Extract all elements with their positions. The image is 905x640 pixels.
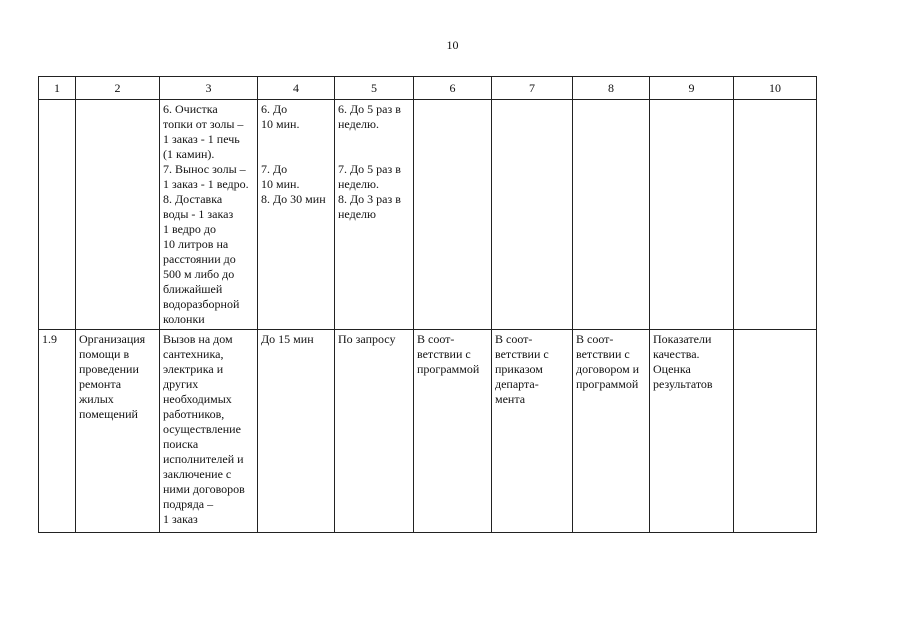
table-cell: Показатели качества. Оценка результатов xyxy=(650,330,734,533)
table-cell: По запросу xyxy=(335,330,414,533)
table-cell: До 15 мин xyxy=(258,330,335,533)
header-cell: 2 xyxy=(76,77,160,100)
table-cell xyxy=(650,100,734,330)
header-cell: 8 xyxy=(573,77,650,100)
table-cell: В соот- ветствии с договором и программой xyxy=(573,330,650,533)
table-cell: 6. До 10 мин. 7. До 10 мин. 8. До 30 мин xyxy=(258,100,335,330)
header-cell: 6 xyxy=(414,77,492,100)
header-cell: 9 xyxy=(650,77,734,100)
header-cell: 1 xyxy=(39,77,76,100)
table-cell: 6. До 5 раз в неделю. 7. До 5 раз в неделю. 8. До 3 раз в неделю xyxy=(335,100,414,330)
header-cell: 5 xyxy=(335,77,414,100)
header-cell: 3 xyxy=(160,77,258,100)
table-cell: Организация помощи в проведении ремонта жилых помещений xyxy=(76,330,160,533)
table-cell xyxy=(76,100,160,330)
table-row xyxy=(39,100,817,330)
table-cell xyxy=(492,100,573,330)
table-cell: В соот- ветствии с программой xyxy=(414,330,492,533)
table-cell: Вызов на дом сантехника, электрика и других необходимых работников, осуществление поиска исполнителей и заключение с ними договоров подряда – 1 заказ xyxy=(160,330,258,533)
table-cell xyxy=(734,100,817,330)
header-row xyxy=(39,77,817,100)
header-cell: 7 xyxy=(492,77,573,100)
table-cell xyxy=(734,330,817,533)
table-cell xyxy=(414,100,492,330)
table-cell: В соот- ветствии с приказом департа- мента xyxy=(492,330,573,533)
header-cell: 10 xyxy=(734,77,817,100)
services-table xyxy=(38,76,817,533)
header-cell: 4 xyxy=(258,77,335,100)
table-cell xyxy=(573,100,650,330)
table-row xyxy=(39,330,817,533)
page-number: 10 xyxy=(446,38,459,52)
table-cell: 6. Очистка топки от золы – 1 заказ - 1 печь (1 камин). 7. Вынос золы – 1 заказ - 1 ведро. 8. Доставка воды - 1 заказ 1 ведро до 10 литров на расстоянии до 500 м либо до ближайшей водоразборной колонки xyxy=(160,100,258,330)
table-cell: 1.9 xyxy=(39,330,76,533)
table-cell xyxy=(39,100,76,330)
